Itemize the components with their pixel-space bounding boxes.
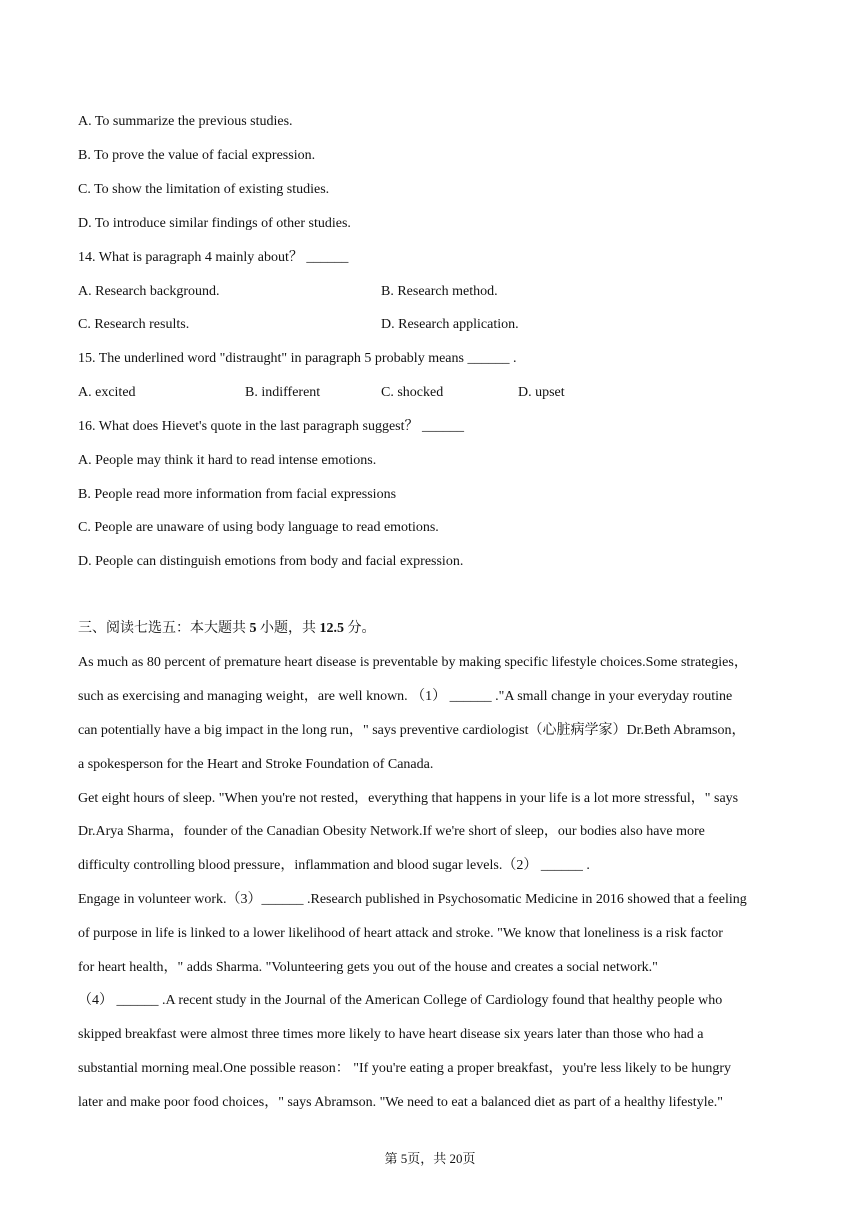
q16-option-d: D. People can distinguish emotions from body and facial expression. <box>78 554 464 569</box>
q14-option-a: A. Research background. <box>78 284 220 299</box>
q13-option-c: C. To show the limitation of existing studies. <box>78 182 330 197</box>
section-title-mid: 小题，共 <box>256 621 320 636</box>
q16-stem: 16. What does Hievet's quote in the last paragraph suggest？ ______ <box>78 419 465 434</box>
q15-option-b: B. indifferent <box>245 385 321 400</box>
passage-line: later and make poor food choices，" says Abramson. "We need to eat a balanced diet as part of a healthy lifestyle." <box>78 1095 724 1110</box>
passage-line: As much as 80 percent of premature heart disease is preventable by making specific lifestyle choices.Some strategies， <box>78 655 748 670</box>
q16-option-a: A. People may think it hard to read intense emotions. <box>78 453 377 468</box>
q16-option-c: C. People are unaware of using body language to read emotions. <box>78 520 439 535</box>
section-title-prefix: 三、阅读七选五：本大题共 <box>78 621 250 636</box>
section-question-count: 5 <box>249 621 257 636</box>
passage-line: such as exercising and managing weight，are well known. （1） ______ ."A small change in your everyday routine <box>78 689 733 704</box>
passage-line: Dr.Arya Sharma，founder of the Canadian Obesity Network.If we're short of sleep，our bodies also have more <box>78 824 705 839</box>
q14-option-b: B. Research method. <box>381 284 498 299</box>
passage-line: substantial morning meal.One possible reason： "If you're eating a proper breakfast，you're less likely to be hungry <box>78 1061 732 1076</box>
passage-line: skipped breakfast were almost three times more likely to have heart disease six years later than those who had a <box>78 1027 704 1042</box>
q14-stem: 14. What is paragraph 4 mainly about？ ______ <box>78 250 349 265</box>
passage-line: a spokesperson for the Heart and Stroke Foundation of Canada. <box>78 757 434 772</box>
passage-line: （4） ______ .A recent study in the Journal of the American College of Cardiology found that healthy people who <box>78 993 723 1008</box>
section-title-suffix: 分。 <box>344 621 376 636</box>
q15-stem: 15. The underlined word "distraught" in paragraph 5 probably means ______ . <box>78 351 517 366</box>
passage-line: Engage in volunteer work.（3）______ .Research published in Psychosomatic Medicine in 2016 showed that a feeling <box>78 892 747 907</box>
passage-line: of purpose in life is linked to a lower likelihood of heart attack and stroke. "We know that loneliness is a risk factor <box>78 926 723 941</box>
passage-line: Get eight hours of sleep. "When you're not rested，everything that happens in your life is a lot more stressful，" says <box>78 791 739 806</box>
passage-line: can potentially have a big impact in the long run，" says preventive cardiologist（心脏病学家）Dr.Beth Abramson， <box>78 723 746 738</box>
q13-option-b: B. To prove the value of facial expression. <box>78 148 316 163</box>
page-footer: 第 5页，共 20页 <box>384 1151 476 1166</box>
q13-option-d: D. To introduce similar findings of other studies. <box>78 216 351 231</box>
passage-line: for heart health，" adds Sharma. "Volunteering gets you out of the house and creates a social network." <box>78 960 658 975</box>
section-score: 12.5 <box>319 621 344 636</box>
q13-option-a: A. To summarize the previous studies. <box>78 114 293 129</box>
section-title <box>78 620 376 638</box>
q16-option-b: B. People read more information from facial expressions <box>78 487 397 502</box>
q15-option-c: C. shocked <box>381 385 444 400</box>
q14-option-d: D. Research application. <box>381 317 519 332</box>
q14-option-c: C. Research results. <box>78 317 190 332</box>
q15-option-a: A. excited <box>78 385 136 400</box>
q15-option-d: D. upset <box>518 385 565 400</box>
passage-line: difficulty controlling blood pressure，inflammation and blood sugar levels.（2） ______ . <box>78 858 590 873</box>
